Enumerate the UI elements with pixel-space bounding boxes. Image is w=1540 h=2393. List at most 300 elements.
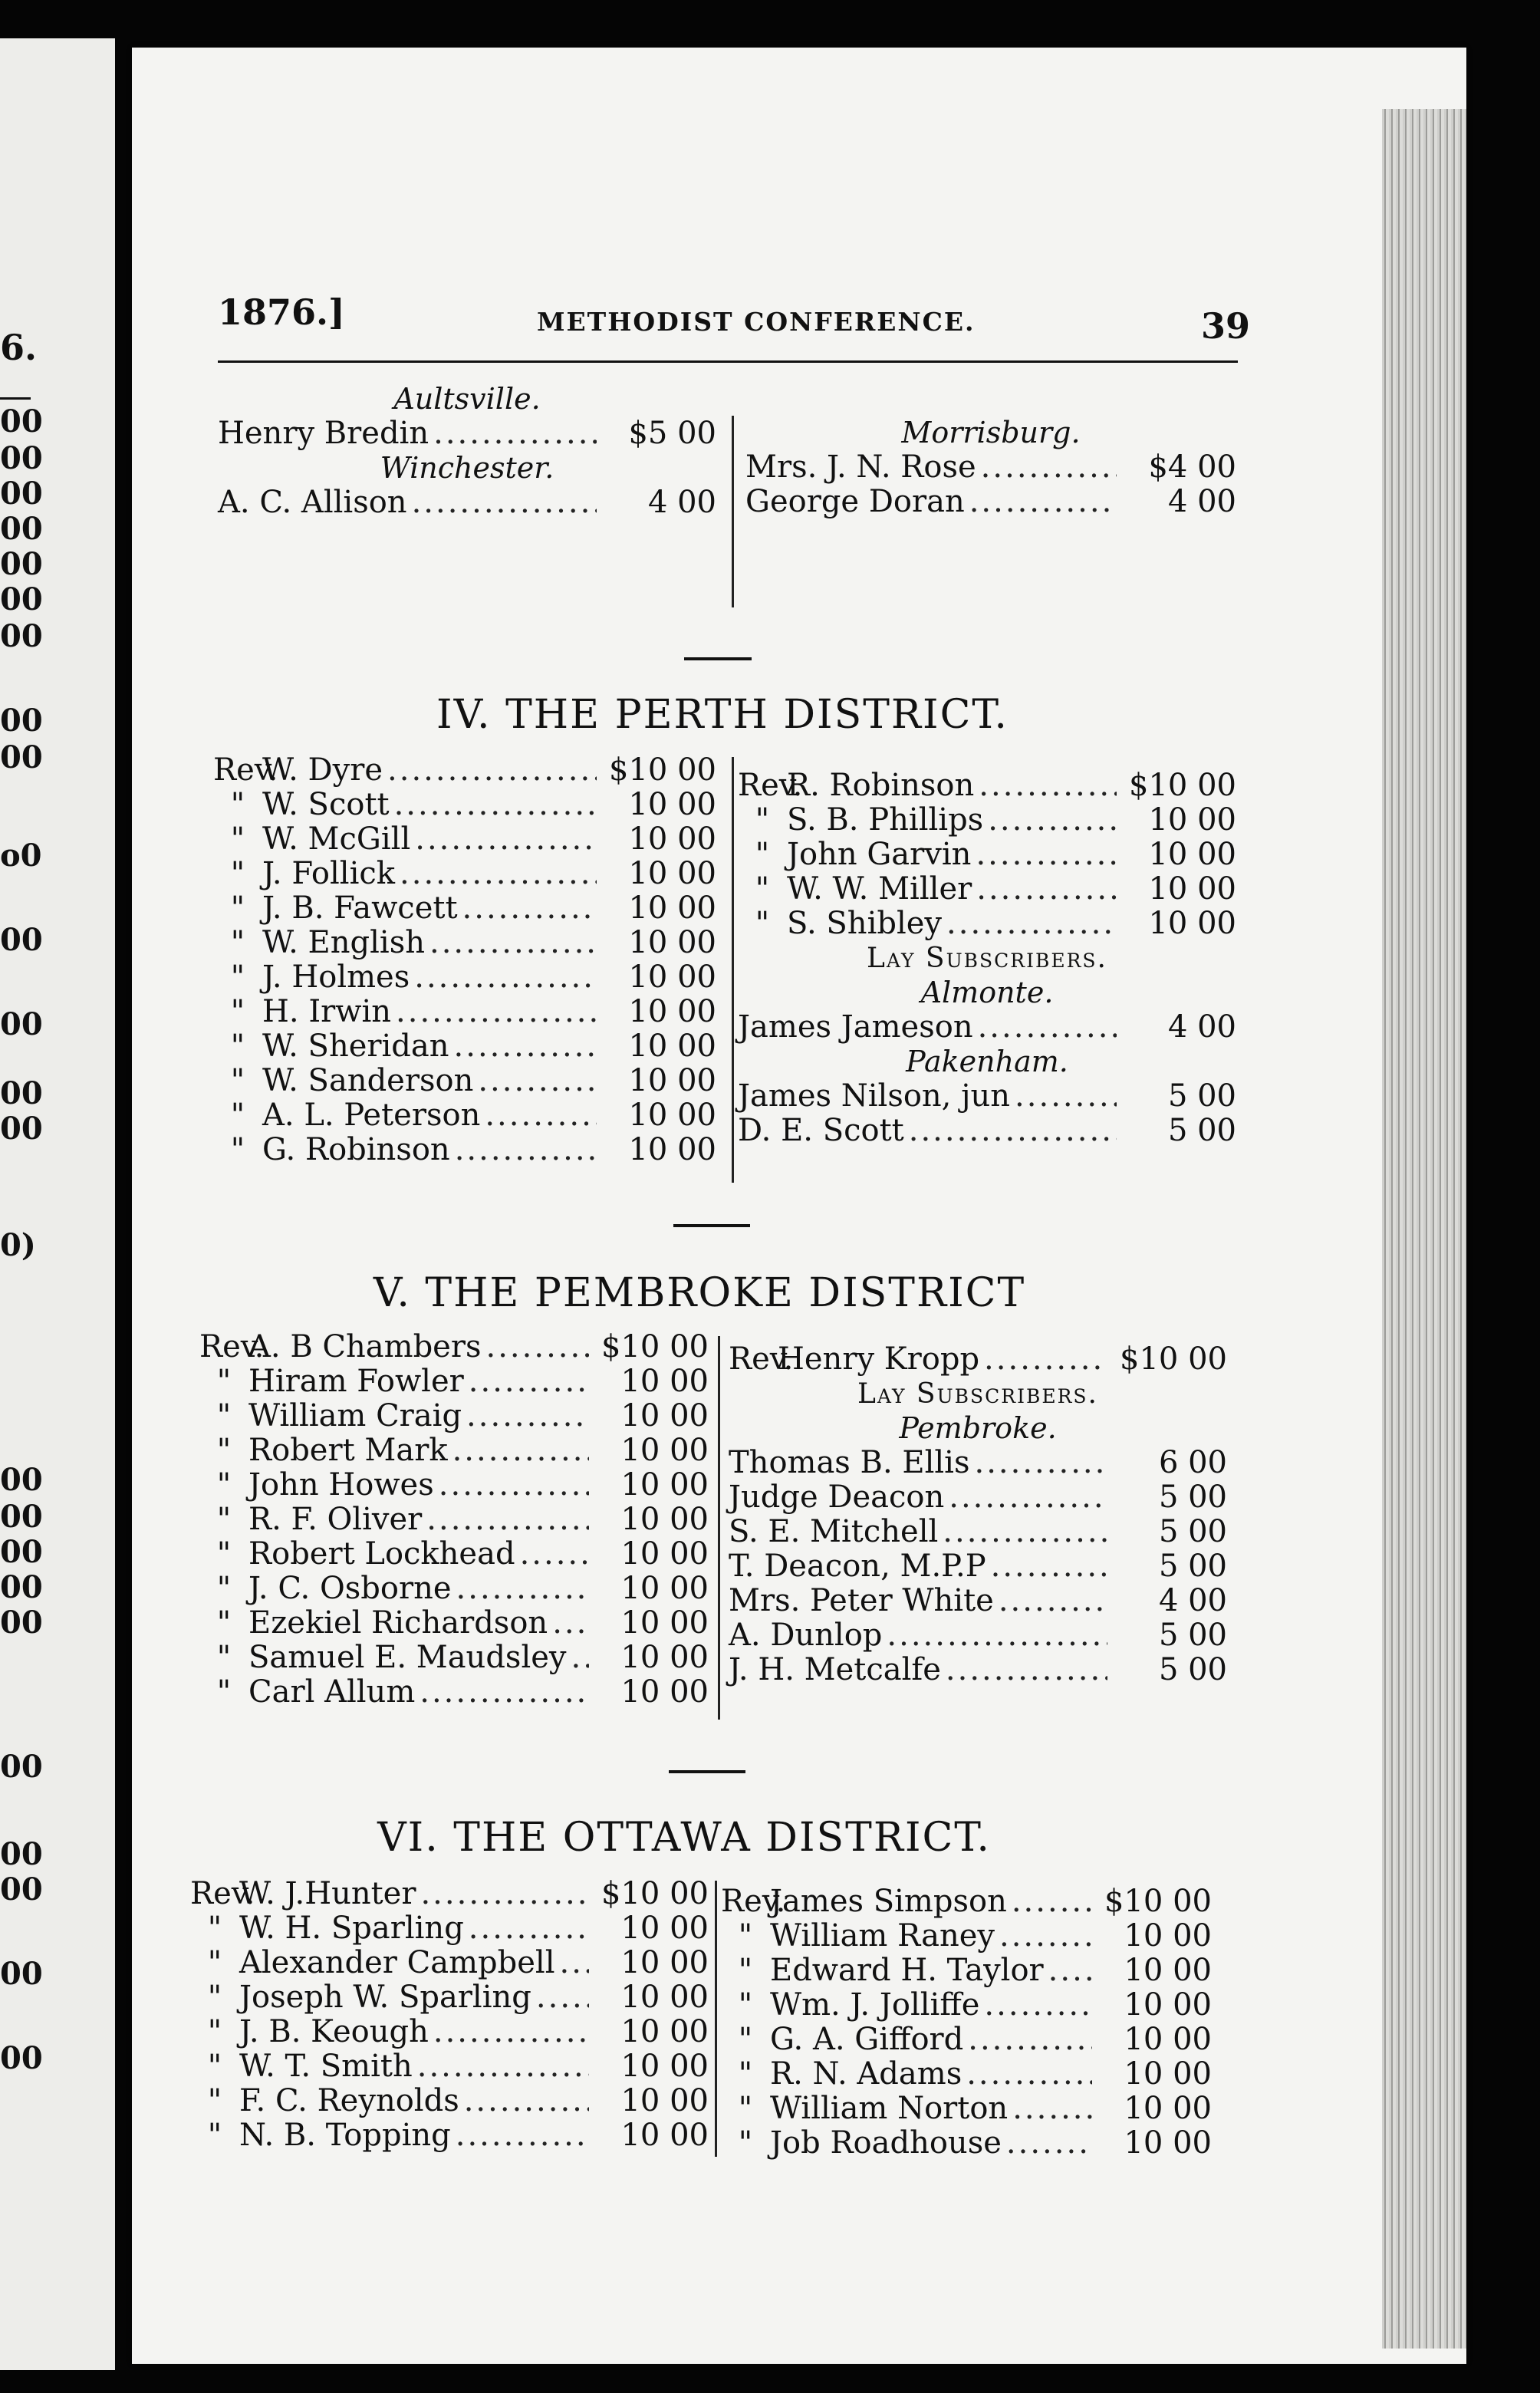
pembroke-column-divider xyxy=(718,1336,720,1720)
subscriber-entry xyxy=(729,1342,1227,1377)
amount: 10 00 xyxy=(1124,2091,1212,2126)
subscriber-entry xyxy=(213,788,716,822)
leader-dots xyxy=(462,891,597,926)
subscriber-name: J. Holmes xyxy=(262,960,410,995)
previous-page-amount: 0) xyxy=(0,1227,36,1263)
subscriber-name: Job Roadhouse xyxy=(770,2125,1002,2161)
subscriber-entry xyxy=(721,1954,1212,1988)
amount: 10 00 xyxy=(628,856,716,891)
previous-page-amount: 00 xyxy=(0,511,43,547)
subscriber-name: Henry Bredin xyxy=(218,416,429,451)
previous-page-amount: o0 xyxy=(0,838,42,874)
leader-dots xyxy=(988,803,1117,838)
amount: $4 00 xyxy=(1148,449,1236,485)
subscriber-entry xyxy=(199,1537,709,1572)
subscriber-entry xyxy=(745,450,1236,485)
subscriber-name: Carl Allum xyxy=(248,1674,416,1710)
subscriber-entry xyxy=(199,1641,709,1675)
subscriber-name: William Craig xyxy=(248,1398,462,1433)
leader-dots xyxy=(943,1515,1107,1549)
amount: 10 00 xyxy=(620,1674,709,1710)
lay-subscribers-heading: Lay Subscribers. xyxy=(857,1378,1098,1410)
leader-dots xyxy=(1048,1954,1092,1988)
subscriber-name: W. McGill xyxy=(262,821,411,857)
previous-page-amount: 00 xyxy=(0,1075,43,1111)
ditto-mark: " xyxy=(755,906,770,941)
subscriber-name: S. Shibley xyxy=(787,906,943,941)
amount: 10 00 xyxy=(620,1467,709,1503)
leader-dots xyxy=(559,1946,589,1980)
amount: $10 00 xyxy=(1129,768,1236,803)
previous-page-amount: 00 xyxy=(0,703,43,739)
amount: 10 00 xyxy=(620,2118,709,2153)
place-heading: Winchester. xyxy=(380,451,554,485)
subscriber-entry xyxy=(190,1980,709,2015)
subscriber-name: A. B Chambers xyxy=(248,1329,482,1364)
subscriber-name: S. E. Mitchell xyxy=(729,1514,939,1549)
top-left-column xyxy=(218,382,716,520)
amount: 10 00 xyxy=(620,1571,709,1606)
leader-dots xyxy=(976,838,1117,872)
amount: 10 00 xyxy=(1148,802,1236,838)
subscriber-entry xyxy=(745,485,1236,519)
subscriber-entry xyxy=(199,1433,709,1468)
amount: 10 00 xyxy=(620,1398,709,1433)
ditto-mark: " xyxy=(230,856,245,891)
subscriber-name: H. Irwin xyxy=(262,994,392,1029)
subscriber-name: James Simpson xyxy=(770,1884,1007,1919)
amount: 10 00 xyxy=(628,1029,716,1064)
subscriber-entry xyxy=(218,416,716,451)
previous-page-amount: 00 xyxy=(0,440,43,476)
pembroke-left-column xyxy=(199,1330,709,1710)
amount: 10 00 xyxy=(628,1098,716,1133)
subscriber-name: W. J.Hunter xyxy=(239,1876,416,1911)
subscriber-name: William Raney xyxy=(770,1918,995,1954)
top-right-column xyxy=(745,416,1236,519)
amount: 5 00 xyxy=(1158,1480,1227,1515)
subscriber-name: George Doran xyxy=(745,484,965,519)
amount: 10 00 xyxy=(628,925,716,960)
rev-prefix: Rev. xyxy=(729,1341,794,1377)
subscriber-entry xyxy=(729,1549,1227,1584)
leader-dots xyxy=(981,450,1117,485)
leader-dots xyxy=(1012,2092,1092,2126)
ottawa-left-column xyxy=(190,1877,709,2153)
amount: 5 00 xyxy=(1167,1078,1236,1114)
perth-left-column xyxy=(213,753,716,1167)
subscriber-name: John Howes xyxy=(248,1467,434,1503)
amount: 10 00 xyxy=(1124,2022,1212,2057)
ditto-mark: " xyxy=(207,1911,222,1946)
leader-dots xyxy=(456,1572,589,1606)
place-heading: Pakenham. xyxy=(906,1045,1068,1078)
amount: $10 00 xyxy=(609,752,716,788)
leader-dots xyxy=(979,769,1117,803)
subscriber-name: A. Dunlop xyxy=(729,1618,883,1653)
subscriber-entry xyxy=(199,1330,709,1364)
amount: 5 00 xyxy=(1158,1652,1227,1687)
subscriber-entry xyxy=(729,1480,1227,1515)
subscriber-entry xyxy=(738,1010,1236,1045)
subscriber-entry xyxy=(729,1653,1227,1687)
leader-dots xyxy=(984,1988,1092,2023)
subscriber-entry xyxy=(213,960,716,995)
subscriber-entry xyxy=(199,1468,709,1503)
subscriber-entry xyxy=(213,1064,716,1098)
top-column-divider xyxy=(732,416,734,607)
leader-dots xyxy=(433,416,597,451)
ditto-mark: " xyxy=(230,1063,245,1098)
lay-subscribers-heading: Lay Subscribers. xyxy=(867,943,1107,974)
previous-page-amount: 00 xyxy=(0,546,43,582)
subscriber-entry xyxy=(738,1114,1236,1148)
perth-district-title: IV. THE PERTH DISTRICT. xyxy=(436,692,1009,738)
amount: 10 00 xyxy=(620,1433,709,1468)
leader-dots xyxy=(968,2023,1092,2057)
section-dash xyxy=(669,1770,745,1773)
ditto-mark: " xyxy=(738,1953,753,1988)
amount: $10 00 xyxy=(601,1329,709,1364)
ditto-mark: " xyxy=(738,2091,753,2126)
leader-dots xyxy=(949,1480,1107,1515)
subscriber-name: William Norton xyxy=(770,2091,1009,2126)
subscriber-name: W. W. Miller xyxy=(787,871,972,907)
leader-dots xyxy=(571,1641,589,1675)
ditto-mark: " xyxy=(216,1467,232,1503)
subscriber-name: R. F. Oliver xyxy=(248,1502,423,1537)
previous-page-amount: 00 xyxy=(0,403,43,439)
leader-dots xyxy=(486,1330,590,1364)
subscriber-name: A. L. Peterson xyxy=(262,1098,481,1133)
rev-prefix: Rev. xyxy=(721,1884,786,1919)
leader-dots xyxy=(520,1537,589,1572)
subscriber-entry xyxy=(213,857,716,891)
amount: 10 00 xyxy=(1148,906,1236,941)
ditto-mark: " xyxy=(216,1571,232,1606)
amount: 10 00 xyxy=(628,787,716,822)
previous-page-amount: 00 xyxy=(0,581,43,617)
subscriber-name: Alexander Campbell xyxy=(239,1945,555,1980)
subscriber-entry xyxy=(721,2126,1212,2161)
subscriber-name: John Garvin xyxy=(787,837,972,872)
amount: 5 00 xyxy=(1158,1618,1227,1653)
previous-page-amount: 00 xyxy=(0,476,43,512)
leader-dots xyxy=(969,485,1117,519)
leader-dots xyxy=(909,1114,1117,1148)
amount: 10 00 xyxy=(620,2083,709,2118)
amount: 6 00 xyxy=(1158,1445,1227,1480)
page xyxy=(132,48,1466,2364)
amount: 10 00 xyxy=(628,890,716,926)
leader-dots xyxy=(414,960,597,995)
subscriber-name: Ezekiel Richardson xyxy=(248,1605,548,1641)
amount: 10 00 xyxy=(1124,2056,1212,2092)
subscriber-entry xyxy=(738,872,1236,907)
amount: 10 00 xyxy=(620,2014,709,2049)
subscriber-entry xyxy=(190,1877,709,1911)
subscriber-entry xyxy=(199,1606,709,1641)
page-edge xyxy=(1382,109,1466,2349)
ditto-mark: " xyxy=(230,1029,245,1064)
ditto-mark: " xyxy=(207,1980,222,2015)
leader-dots xyxy=(887,1618,1107,1653)
amount: 10 00 xyxy=(620,1911,709,1946)
running-title: METHODIST CONFERENCE. xyxy=(537,307,976,337)
ditto-mark: " xyxy=(216,1536,232,1572)
subscriber-name: R. Robinson xyxy=(787,768,975,803)
ditto-mark: " xyxy=(207,1945,222,1980)
amount: 10 00 xyxy=(620,1945,709,1980)
ditto-mark: " xyxy=(230,787,245,822)
subscriber-name: Wm. J. Jolliffe xyxy=(770,1987,980,2023)
amount: $10 00 xyxy=(1104,1884,1212,1919)
previous-page-amount: 00 xyxy=(0,739,43,775)
subscriber-entry xyxy=(738,803,1236,838)
subscriber-entry xyxy=(721,1919,1212,1954)
leader-dots xyxy=(469,1911,589,1946)
subscriber-name: Robert Lockhead xyxy=(248,1536,515,1572)
leader-dots xyxy=(966,2057,1092,2092)
leader-dots xyxy=(978,1010,1117,1045)
subscriber-entry xyxy=(213,926,716,960)
previous-page-amount: 00 xyxy=(0,1499,43,1535)
leader-dots xyxy=(976,872,1117,907)
amount: 10 00 xyxy=(1124,1918,1212,1954)
ditto-mark: " xyxy=(230,960,245,995)
rev-prefix: Rev. xyxy=(213,752,278,788)
place-heading: Morrisburg. xyxy=(901,416,1081,449)
previous-page-amount: 00 xyxy=(0,1006,43,1042)
subscriber-name: S. B. Phillips xyxy=(787,802,984,838)
subscriber-name: T. Deacon, M.P.P xyxy=(729,1549,986,1584)
section-dash xyxy=(673,1224,750,1227)
subscriber-entry xyxy=(213,822,716,857)
subscriber-entry xyxy=(721,2057,1212,2092)
previous-page-amount: 00 xyxy=(0,1836,43,1872)
ditto-mark: " xyxy=(230,821,245,857)
leader-dots xyxy=(946,907,1117,941)
previous-page-amount: 00 xyxy=(0,1462,43,1498)
rev-prefix: Rev. xyxy=(738,768,803,803)
subscriber-entry xyxy=(721,1884,1212,1919)
subscriber-name: F. C. Reynolds xyxy=(239,2083,459,2118)
subscriber-name: James Nilson, jun xyxy=(738,1078,1011,1114)
subscriber-entry xyxy=(213,1029,716,1064)
amount: 10 00 xyxy=(620,2049,709,2084)
leader-dots xyxy=(552,1606,589,1641)
subscriber-name: Mrs. Peter White xyxy=(729,1583,994,1618)
previous-page-number: 6. xyxy=(0,327,38,368)
ditto-mark: " xyxy=(230,890,245,926)
pembroke-district-title: V. THE PEMBROKE DISTRICT xyxy=(373,1270,1026,1316)
leader-dots xyxy=(464,2084,589,2118)
rev-prefix: Rev. xyxy=(199,1329,265,1364)
previous-page-amount: 00 xyxy=(0,1534,43,1570)
leader-dots xyxy=(946,1653,1107,1687)
leader-dots xyxy=(485,1098,597,1133)
amount: 10 00 xyxy=(620,1605,709,1641)
leader-dots xyxy=(536,1980,589,2015)
subscriber-entry xyxy=(190,2118,709,2153)
ditto-mark: " xyxy=(216,1640,232,1675)
subscriber-name: A. C. Allison xyxy=(218,485,407,520)
amount: 10 00 xyxy=(628,821,716,857)
subscriber-name: G. A. Gifford xyxy=(770,2022,964,2057)
subscriber-name: W. H. Sparling xyxy=(239,1911,464,1946)
ditto-mark: " xyxy=(207,2014,222,2049)
subscriber-name: J. Follick xyxy=(262,856,396,891)
previous-page-amount: 00 xyxy=(0,922,43,958)
amount: 10 00 xyxy=(620,1502,709,1537)
previous-page-amount: 00 xyxy=(0,618,43,654)
subscriber-name: W. Scott xyxy=(262,787,390,822)
previous-page-rule xyxy=(0,397,31,400)
ditto-mark: " xyxy=(207,2118,222,2153)
leader-dots xyxy=(439,1468,589,1503)
ditto-mark: " xyxy=(216,1674,232,1710)
subscriber-name: N. B. Topping xyxy=(239,2118,451,2153)
ditto-mark: " xyxy=(230,1132,245,1167)
subscriber-entry xyxy=(721,1988,1212,2023)
ditto-mark: " xyxy=(738,1987,753,2023)
subscriber-entry xyxy=(190,2049,709,2084)
previous-page-margin xyxy=(0,38,115,2370)
leader-dots xyxy=(417,2049,589,2084)
subscriber-entry xyxy=(199,1364,709,1399)
ditto-mark: " xyxy=(738,1918,753,1954)
amount: 10 00 xyxy=(1124,2125,1212,2161)
header-rule xyxy=(218,360,1238,363)
previous-page-amount: 00 xyxy=(0,1111,43,1147)
leader-dots xyxy=(466,1399,589,1433)
amount: 10 00 xyxy=(1124,1987,1212,2023)
ditto-mark: " xyxy=(230,1098,245,1133)
subscriber-entry xyxy=(199,1503,709,1537)
subscriber-entry xyxy=(213,1098,716,1133)
subscriber-name: Samuel E. Maudsley xyxy=(248,1640,567,1675)
subscriber-name: Robert Mark xyxy=(248,1433,448,1468)
amount: 5 00 xyxy=(1158,1549,1227,1584)
rev-prefix: Rev. xyxy=(190,1876,255,1911)
amount: 4 00 xyxy=(647,485,716,520)
ditto-mark: " xyxy=(216,1502,232,1537)
section-dash xyxy=(684,657,752,660)
leader-dots xyxy=(469,1364,589,1399)
subscriber-entry xyxy=(199,1675,709,1710)
ditto-mark: " xyxy=(216,1433,232,1468)
subscriber-entry xyxy=(738,1079,1236,1114)
leader-dots xyxy=(1006,2126,1092,2161)
subscriber-entry xyxy=(190,2015,709,2049)
subscriber-name: R. N. Adams xyxy=(770,2056,962,2092)
place-heading: Almonte. xyxy=(920,976,1054,1009)
subscriber-name: Thomas B. Ellis xyxy=(729,1445,970,1480)
leader-dots xyxy=(420,1675,589,1710)
perth-right-column xyxy=(738,769,1236,1148)
leader-dots xyxy=(433,2015,589,2049)
amount: 4 00 xyxy=(1158,1583,1227,1618)
leader-dots xyxy=(984,1342,1107,1377)
leader-dots xyxy=(456,2118,589,2153)
place-heading: Pembroke. xyxy=(899,1411,1057,1445)
subscriber-name: G. Robinson xyxy=(262,1132,450,1167)
subscriber-entry xyxy=(199,1572,709,1606)
ditto-mark: " xyxy=(216,1605,232,1641)
previous-page-amount: 00 xyxy=(0,1749,43,1785)
amount: $10 00 xyxy=(601,1876,709,1911)
leader-dots xyxy=(415,822,597,857)
subscriber-name: Joseph W. Sparling xyxy=(239,1980,531,2015)
subscriber-entry xyxy=(213,1133,716,1167)
ditto-mark: " xyxy=(216,1364,232,1399)
leader-dots xyxy=(1015,1079,1117,1114)
ditto-mark: " xyxy=(230,925,245,960)
previous-page-amount: 00 xyxy=(0,1569,43,1605)
subscriber-entry xyxy=(213,995,716,1029)
ditto-mark: " xyxy=(755,837,770,872)
perth-column-divider xyxy=(732,757,734,1183)
subscriber-name: J. B. Fawcett xyxy=(262,890,458,926)
subscriber-entry xyxy=(218,486,716,520)
subscriber-entry xyxy=(199,1399,709,1433)
amount: 5 00 xyxy=(1158,1514,1227,1549)
amount: 10 00 xyxy=(1124,1953,1212,1988)
subscriber-entry xyxy=(190,2084,709,2118)
amount: 10 00 xyxy=(628,994,716,1029)
header-year: 1876.] xyxy=(218,291,345,333)
subscriber-name: Hiram Fowler xyxy=(248,1364,464,1399)
subscriber-entry xyxy=(190,1911,709,1946)
leader-dots xyxy=(420,1877,589,1911)
leader-dots xyxy=(455,1133,597,1167)
amount: 10 00 xyxy=(628,960,716,995)
amount: 4 00 xyxy=(1167,1009,1236,1045)
ditto-mark: " xyxy=(738,2125,753,2161)
subscriber-entry xyxy=(213,891,716,926)
leader-dots xyxy=(400,857,597,891)
subscriber-entry xyxy=(721,2092,1212,2126)
ottawa-right-column xyxy=(721,1884,1212,2161)
previous-page-amount: 00 xyxy=(0,1871,43,1907)
ditto-mark: " xyxy=(755,871,770,907)
leader-dots xyxy=(999,1919,1092,1954)
subscriber-name: J. B. Keough xyxy=(239,2014,429,2049)
leader-dots xyxy=(974,1446,1107,1480)
subscriber-entry xyxy=(738,769,1236,803)
ditto-mark: " xyxy=(738,2022,753,2057)
page-number: 39 xyxy=(1201,305,1251,347)
subscriber-entry xyxy=(190,1946,709,1980)
subscriber-name: W. Sheridan xyxy=(262,1029,449,1064)
amount: 5 00 xyxy=(1167,1113,1236,1148)
ditto-mark: " xyxy=(216,1398,232,1433)
subscriber-entry xyxy=(721,2023,1212,2057)
leader-dots xyxy=(396,995,597,1029)
leader-dots xyxy=(412,486,597,520)
amount: $10 00 xyxy=(1120,1341,1227,1377)
leader-dots xyxy=(454,1029,597,1064)
subscriber-entry xyxy=(729,1515,1227,1549)
amount: 10 00 xyxy=(620,1980,709,2015)
subscriber-entry xyxy=(738,907,1236,941)
subscriber-entry xyxy=(213,753,716,788)
subscriber-entry xyxy=(738,838,1236,872)
pembroke-right-column xyxy=(729,1342,1227,1687)
leader-dots xyxy=(452,1433,589,1468)
subscriber-entry xyxy=(729,1446,1227,1480)
subscriber-name: Henry Kropp xyxy=(778,1341,980,1377)
